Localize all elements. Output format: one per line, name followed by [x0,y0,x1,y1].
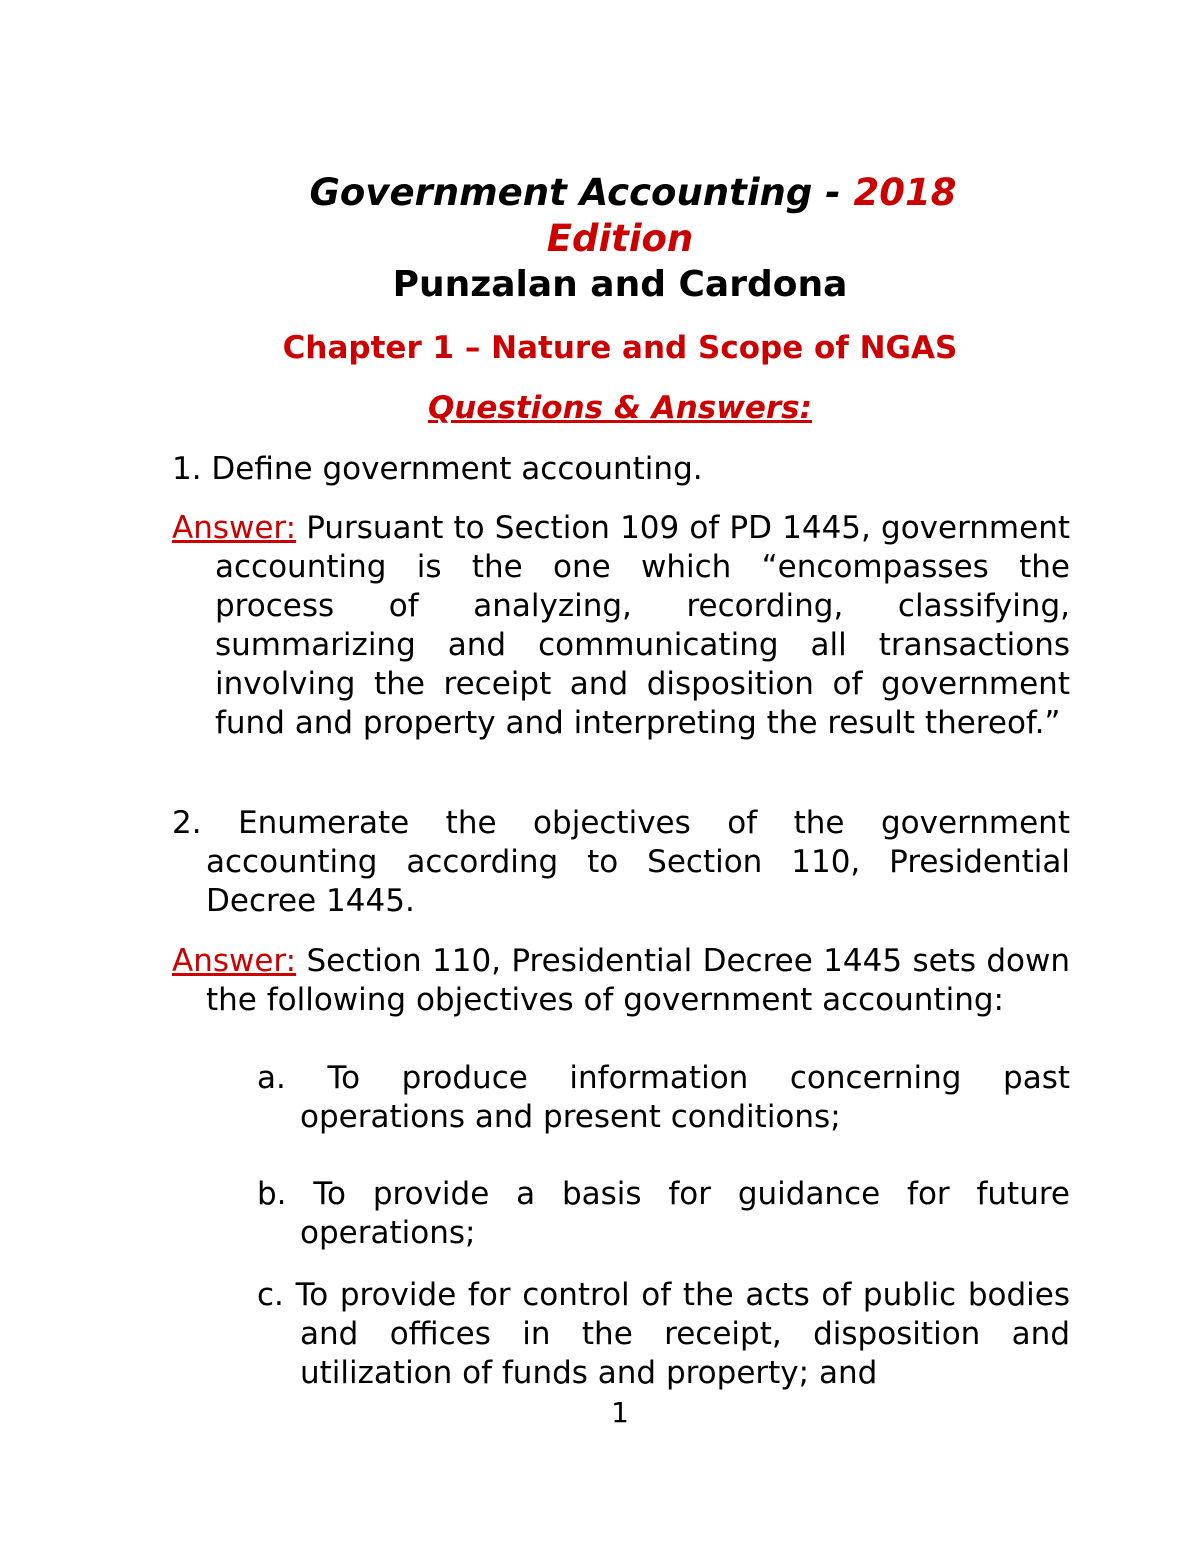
answer-label: Answer: [172,943,297,979]
title-year: 2018 [853,171,957,214]
item-marker: c. [257,1277,284,1313]
qa-heading: Questions & Answers: [427,390,813,426]
item-text: To provide a basis for guidance for future operations; [300,1176,1070,1251]
item-text: To provide for control of the acts of public bodies and offices in the receipt, disposition and utilization of funds and property; and [295,1277,1070,1391]
item-marker: a. [257,1060,286,1096]
answer-2 [172,942,1070,1020]
objective-item-b [257,1175,1070,1253]
answer-label: Answer: [172,510,297,546]
objective-item-a [257,1059,1070,1137]
title-block [170,170,1070,308]
chapter-heading: Chapter 1 – Nature and Scope of NGAS [282,330,958,366]
answer-text: Pursuant to Section 109 of PD 1445, government accounting is the one which “encompasses the process of analyzing, recording, classifying, summarizing and communicating all transactions involving the receipt and disposition of government fund and property and interpreting the result thereof.” [215,510,1070,741]
question-1: 1. Define government accounting. [172,451,703,487]
page-number: 1 [611,1396,629,1429]
title-main: Government Accounting - [309,171,854,214]
objective-item-c [257,1276,1070,1393]
title-edition: Edition [546,217,694,260]
item-text: To produce information concerning past operations and present conditions; [300,1060,1071,1135]
item-marker: b. [257,1176,287,1212]
answer-text: Section 110, Presidential Decree 1445 sets down the following objectives of government accounting: [206,943,1070,1018]
document-title [170,170,1070,216]
answer-1 [172,509,1070,743]
question-2: 2. Enumerate the objectives of the government accounting according to Section 110, Presidential Decree 1445. [172,805,1070,919]
authors: Punzalan and Cardona [392,264,848,305]
